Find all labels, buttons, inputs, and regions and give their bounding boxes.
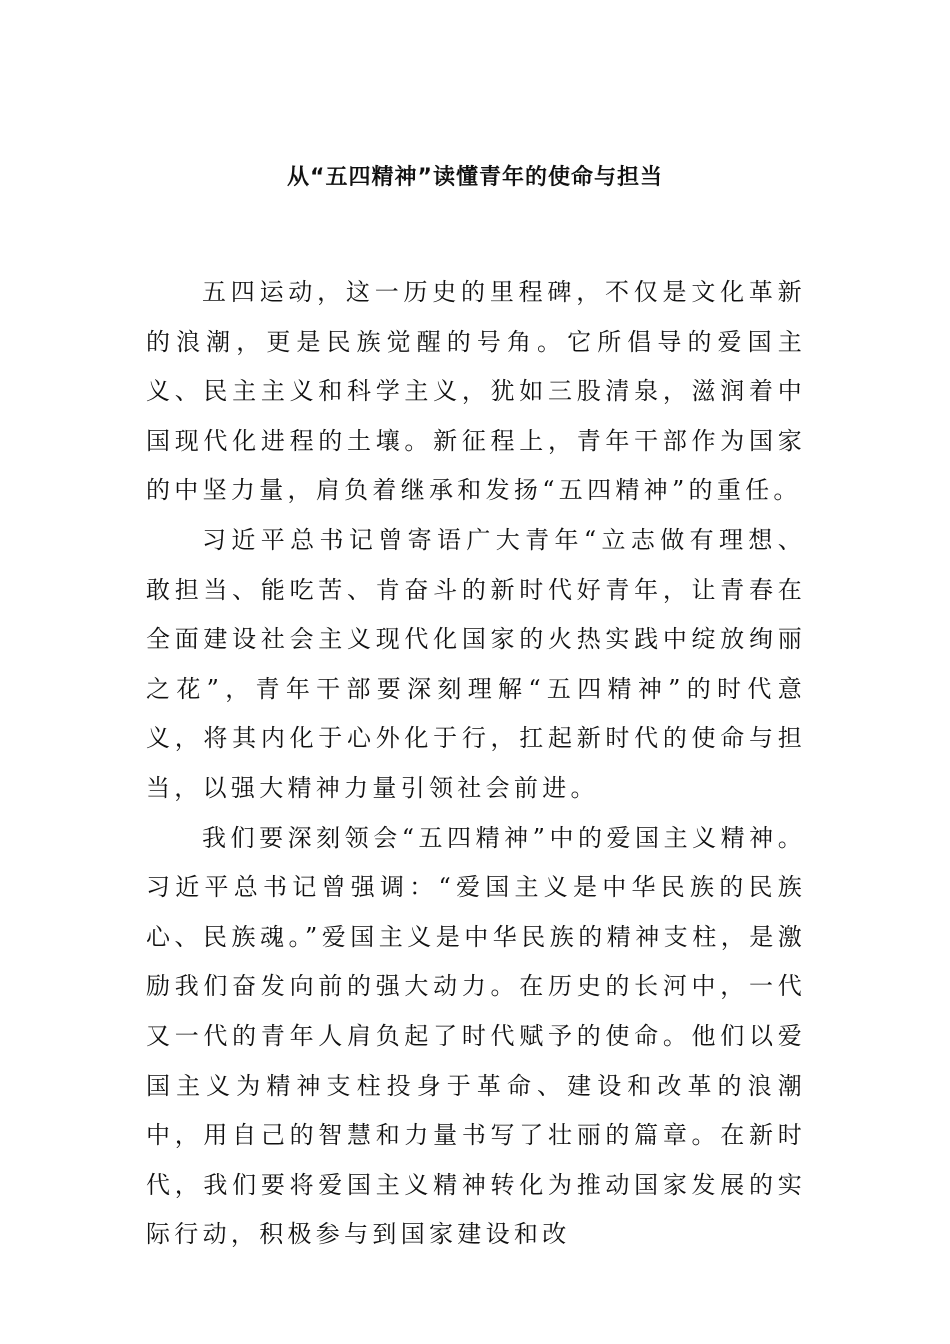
document-title: 从“五四精神”读懂青年的使命与担当 (287, 165, 663, 190)
paragraph-2: 习近平总书记曾寄语广大青年“立志做有理想、敢担当、能吃苦、肯奋斗的新时代好青年，让青春在全面建设社会主义现代化国家的火热实践中绽放绚丽之花”，青年干部要深刻理解“五四精神”的时代意义，将其内化于心外化于行，扛起新时代的使命与担当，以强大精神力量引领社会前进。 (146, 525, 806, 802)
paragraph-1: 五四运动，这一历史的里程碑，不仅是文化革新的浪潮，更是民族觉醒的号角。它所倡导的爱国主义、民主主义和科学主义，犹如三股清泉，滋润着中国现代化进程的土壤。新征程上，青年干部作为国家的中坚力量，肩负着继承和发扬“五四精神”的重任。 (146, 278, 806, 505)
document-body (146, 268, 806, 1260)
paragraph-3: 我们要深刻领会“五四精神”中的爱国主义精神。习近平总书记曾强调：“爱国主义是中华民族的民族心、民族魂。”爱国主义是中华民族的精神支柱，是激励我们奋发向前的强大动力。在历史的长河中，一代又一代的青年人肩负起了时代赋予的使命。他们以爱国主义为精神支柱投身于革命、建设和改革的浪潮中，用自己的智慧和力量书写了壮丽的篇章。在新时代，我们要将爱国主义精神转化为推动国家发展的实际行动，积极参与到国家建设和改 (146, 823, 806, 1249)
